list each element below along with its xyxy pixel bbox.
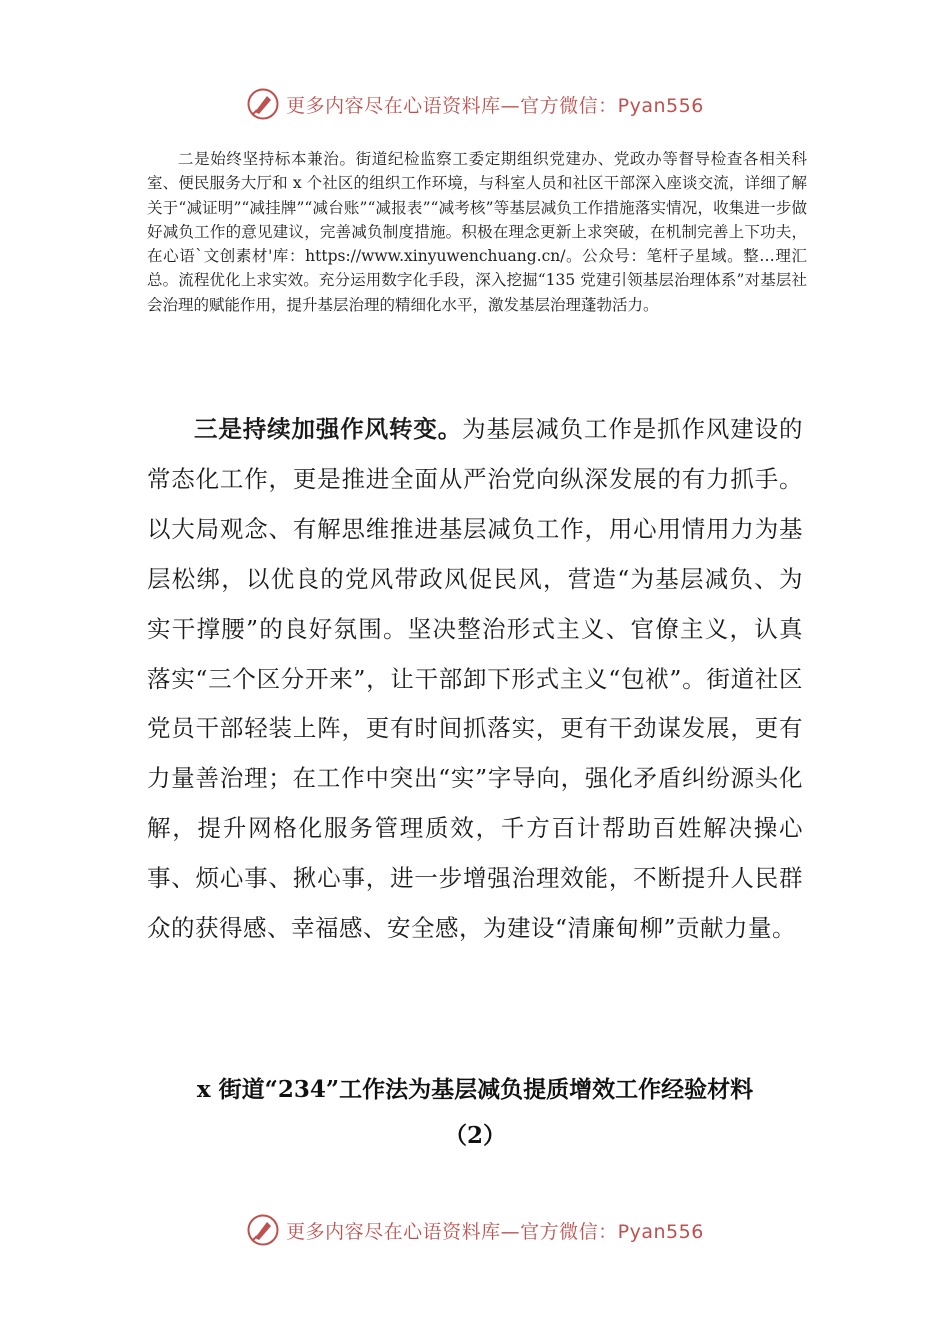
paragraph-main [147, 405, 803, 954]
banner-text: 更多内容尽在心语资料库—官方微信：Pyan556 [286, 94, 704, 117]
header-banner [0, 84, 950, 124]
pen-nib-logo-icon [246, 87, 280, 121]
footer-banner [0, 1210, 950, 1250]
document-title-line2: （2） [443, 1122, 506, 1149]
paragraph-small: 二是始终坚持标本兼治。街道纪检监察工委定期组织党建办、党政办等督导检查各相关科室、便民服务大厅和 x 个社区的组织工作环境，与科室人员和社区干部深入座谈交流，详细了解关于“减证明”“减挂牌”“减台账”“减报表”“减考核”等基层减负工作措施落实情况，收集进一步做好减负工作的意见建议，完善减负制度措施。积极在理念更新上求突破，在机制完善上下功夫，在心语`文创素材'库：https://www.xinyuwenchuang.cn/。公众号：笔杆子星域。整…理汇总。流程优化上求实效。充分运用数字化手段，深入挖掘“135 党建引领基层治理体系”对基层社会治理的赋能作用，提升基层治理的精细化水平，激发基层治理蓬勃活力。 [147, 150, 807, 314]
pen-nib-logo-icon [246, 1213, 280, 1247]
paragraph-lead: 三是持续加强作风转变。 [194, 415, 463, 443]
paragraph-body: 为基层减负工作是抓作风建设的常态化工作，更是推进全面从严治党向纵深发展的有力抓手。以大局观念、有解思维推进基层减负工作，用心用情用力为基层松绑，以优良的党风带政风促民风，营造“为基层减负、为实干撑腰”的良好氛围。坚决整治形式主义、官僚主义，认真落实“三个区分开来”，让干部卸下形式主义“包袱”。街道社区党员干部轻装上阵，更有时间抓落实，更有干劲谋发展，更有力量善治理；在工作中突出“实”字导向，强化矛盾纠纷源头化解，提升网格化服务管理质效，千方百计帮助百姓解决操心事、烦心事、揪心事，进一步增强治理效能，不断提升人民群众的获得感、幸福感、安全感，为建设“清廉甸柳”贡献力量。 [147, 415, 803, 943]
document-title-line1: x 街道“234”工作法为基层减负提质增效工作经验材料 [196, 1076, 754, 1103]
banner-text: 更多内容尽在心语资料库—官方微信：Pyan556 [286, 1220, 704, 1243]
document-title [147, 1068, 803, 1158]
